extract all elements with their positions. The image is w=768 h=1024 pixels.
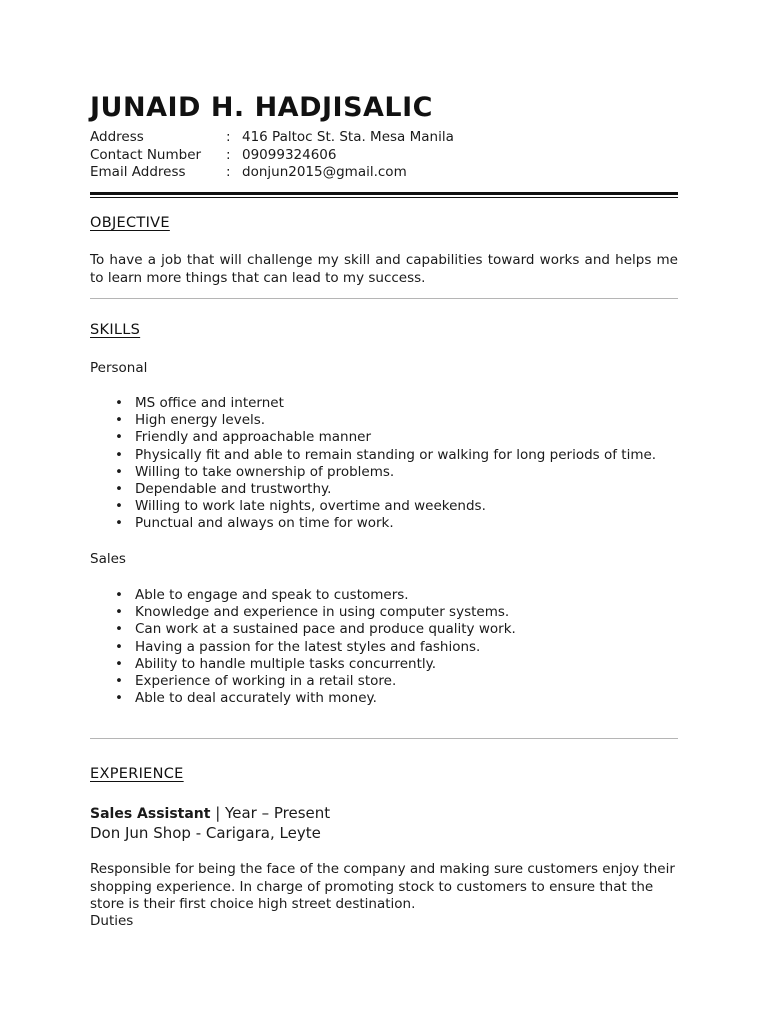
personal-skills-list (90, 395, 656, 533)
email-separator: : (226, 164, 231, 180)
job-description: Responsible for being the face of the company and making sure customers enjoy their shopping experience. In charge of promoting stock to customers to ensure that the store is their first choice high street destination. (90, 861, 675, 912)
list-item: • Able to engage and speak to customers. (115, 587, 409, 603)
contact-row-address (90, 129, 454, 147)
address-value: 416 Paltoc St. Sta. Mesa Manila (242, 129, 454, 145)
objective-text: To have a job that will challenge my skill and capabilities toward works and helps me to learn more things that can lead to my success. (90, 252, 678, 286)
objective-divider (90, 298, 678, 299)
applicant-name: JUNAID H. HADJISALIC (90, 92, 433, 123)
job-period: | Year – Present (210, 804, 331, 822)
objective-heading: OBJECTIVE (90, 215, 170, 231)
list-item: • MS office and internet (115, 395, 284, 411)
list-item: • Ability to handle multiple tasks concurrently. (115, 655, 436, 672)
list-item: • Willing to work late nights, overtime and weekends. (115, 498, 486, 515)
email-label: Email Address (90, 164, 186, 180)
list-item: • High energy levels. (115, 412, 266, 429)
sales-skills-list (90, 587, 516, 707)
sales-skills-label: Sales (90, 551, 126, 567)
duties-label: Duties (90, 913, 134, 929)
list-item: • Physically fit and able to remain standing or walking for long periods of time. (115, 446, 657, 463)
header-divider (90, 192, 678, 198)
address-label: Address (90, 129, 144, 145)
list-item: • Punctual and always on time for work. (115, 515, 394, 532)
list-item: • Having a passion for the latest styles and fashions. (115, 638, 481, 655)
list-item: • Dependable and trustworthy. (115, 481, 332, 498)
contact-number-separator: : (226, 146, 231, 163)
list-item: • Willing to take ownership of problems. (115, 463, 395, 480)
address-separator: : (226, 129, 231, 145)
contact-row-email (90, 164, 454, 182)
contact-row-phone (90, 147, 454, 165)
list-item: • Experience of working in a retail store. (115, 673, 397, 690)
personal-skills-label: Personal (90, 360, 148, 376)
contact-number-value: 09099324606 (242, 146, 337, 163)
list-item: • Friendly and approachable manner (115, 429, 371, 446)
contact-number-label: Contact Number (90, 146, 202, 163)
email-value: donjun2015@gmail.com (242, 164, 407, 180)
job-title: Sales Assistant (90, 806, 211, 822)
list-item: • Knowledge and experience in using computer systems. (115, 604, 510, 621)
skills-divider (90, 738, 678, 739)
list-item: • Can work at a sustained pace and produce quality work. (115, 621, 516, 638)
skills-heading: SKILLS (90, 322, 141, 338)
job-company: Don Jun Shop - Carigara, Leyte (90, 824, 321, 842)
list-item: • Able to deal accurately with money. (115, 690, 377, 707)
job-title-line (90, 804, 330, 822)
experience-heading: EXPERIENCE (90, 766, 184, 782)
contact-block (90, 129, 454, 182)
